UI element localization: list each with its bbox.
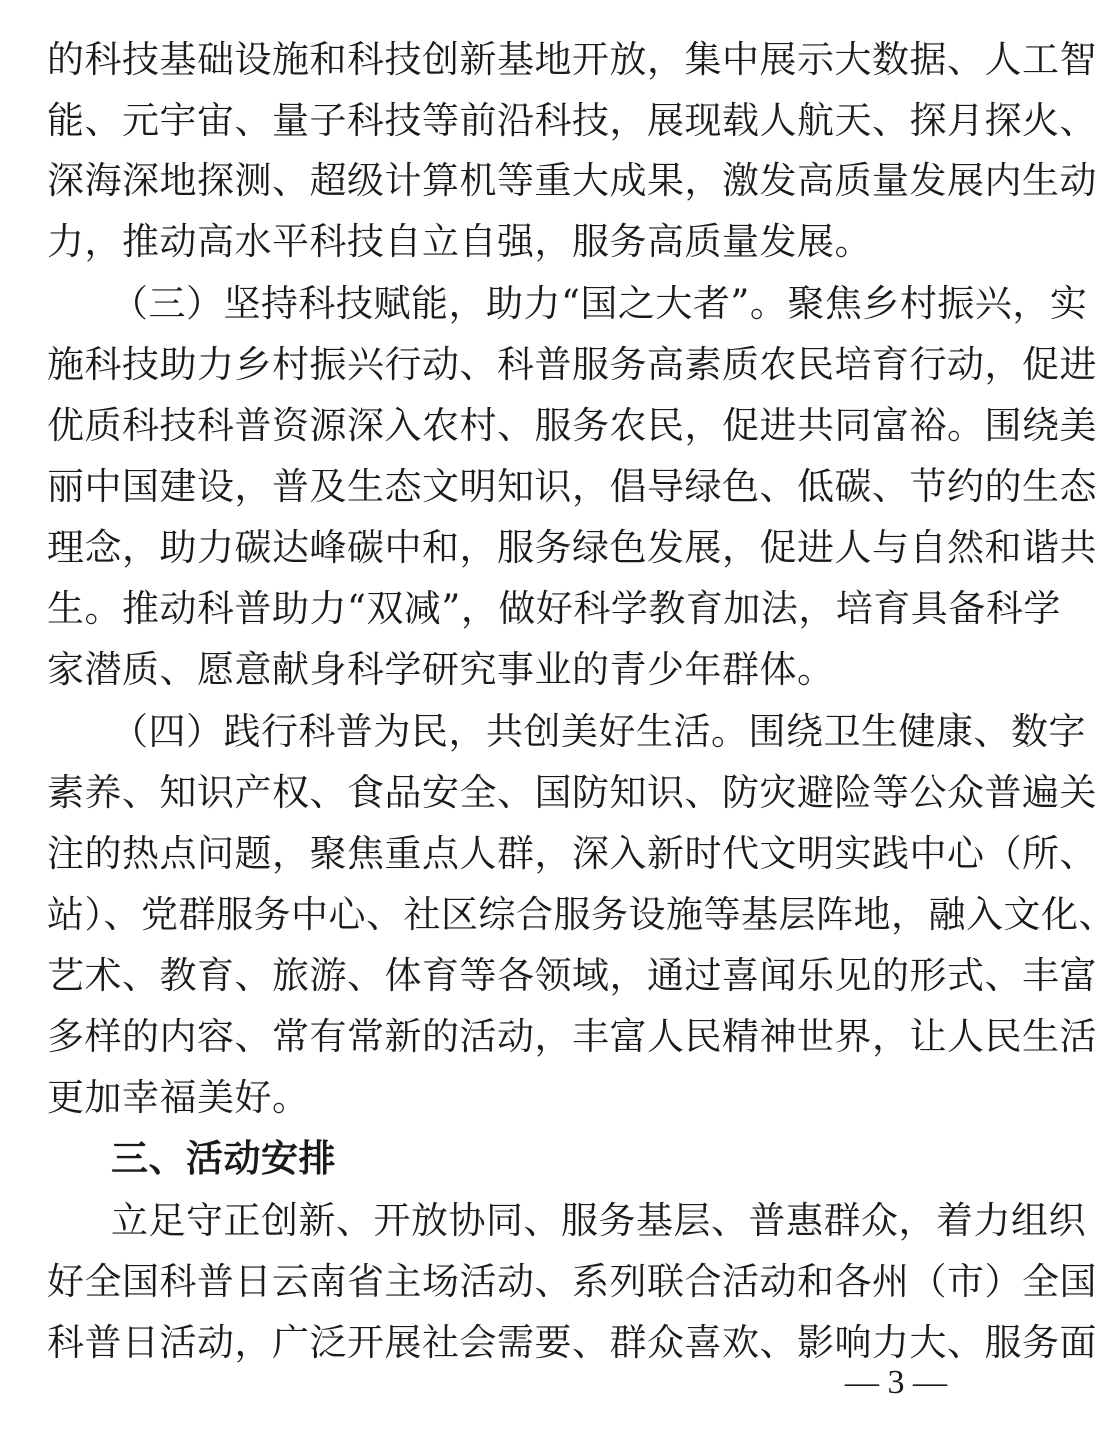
text-line: 素养、知识产权、食品安全、国防知识、防灾避险等公众普遍关 (47, 771, 1097, 814)
text-line: 理念，助力碳达峰碳中和，服务绿色发展，促进人与自然和谐共 (47, 526, 1097, 569)
paragraph-start-line: （四）践行科普为民，共创美好生活。围绕卫生健康、数字 (111, 710, 1086, 753)
paragraph-start-line: 立足守正创新、开放协同、服务基层、普惠群众，着力组织 (111, 1199, 1086, 1242)
text-line: 力，推动高水平科技自立自强，服务高质量发展。 (47, 220, 872, 263)
text-line: 优质科技科普资源深入农村、服务农民，促进共同富裕。围绕美 (47, 404, 1097, 447)
text-line: 能、元宇宙、量子科技等前沿科技，展现载人航天、探月探火、 (47, 99, 1097, 142)
text-line: 深海深地探测、超级计算机等重大成果，激发高质量发展内生动 (47, 159, 1097, 202)
page-number: — 3 — (845, 1364, 947, 1401)
text-line: 站）、党群服务中心、社区综合服务设施等基层阵地，融入文化、 (47, 893, 1116, 936)
text-line: 施科技助力乡村振兴行动、科普服务高素质农民培育行动，促进 (47, 343, 1097, 386)
text-line: 家潜质、愿意献身科学研究事业的青少年群体。 (47, 648, 835, 691)
text-line: 的科技基础设施和科技创新基地开放，集中展示大数据、人工智 (47, 38, 1097, 81)
paragraph-start-line: （三）坚持科技赋能，助力“国之大者”。聚焦乡村振兴，实 (111, 282, 1088, 325)
text-line: 注的热点问题，聚焦重点人群，深入新时代文明实践中心（所、 (47, 832, 1097, 875)
text-line: 更加幸福美好。 (47, 1076, 310, 1119)
text-line: 科普日活动，广泛开展社会需要、群众喜欢、影响力大、服务面 (47, 1321, 1097, 1364)
section-heading: 三、活动安排 (111, 1137, 336, 1180)
text-line: 生。推动科普助力“双减”，做好科学教育加法，培育具备科学 (47, 587, 1061, 630)
text-line: 多样的内容、常有常新的活动，丰富人民精神世界，让人民生活 (47, 1015, 1097, 1058)
text-line: 好全国科普日云南省主场活动、系列联合活动和各州（市）全国 (47, 1260, 1097, 1303)
text-line: 艺术、教育、旅游、体育等各领域，通过喜闻乐见的形式、丰富 (47, 954, 1097, 997)
text-line: 丽中国建设，普及生态文明知识，倡导绿色、低碳、节约的生态 (47, 465, 1097, 508)
